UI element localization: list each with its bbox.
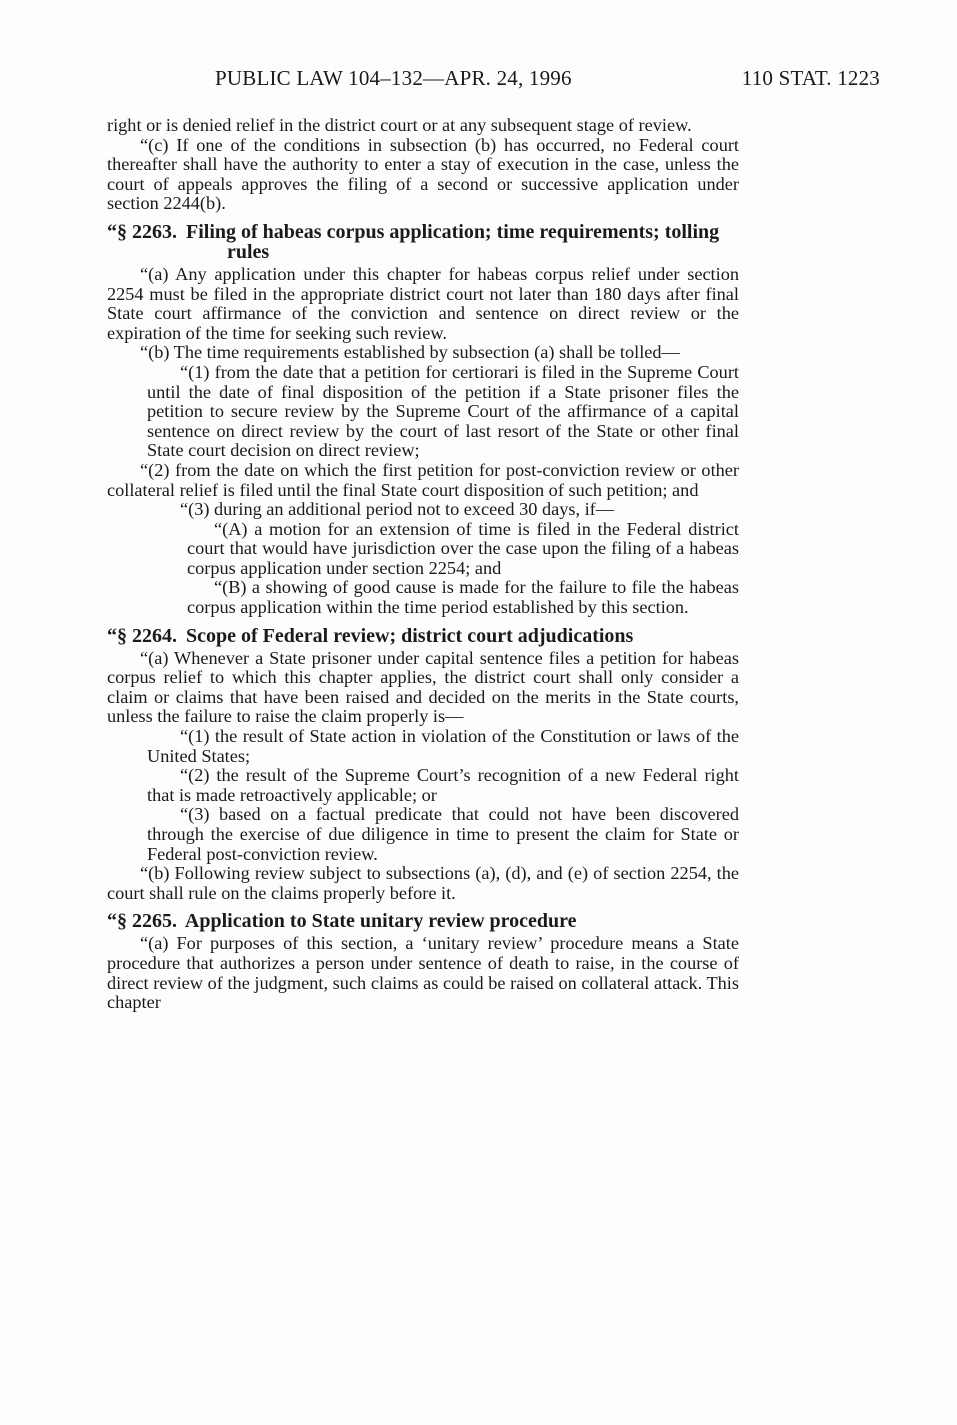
section-2264-number: “§ 2264.	[107, 624, 177, 647]
paragraph-2264-a-2: “(2) the result of the Supreme Court’s recognition of a new Federal right that is made retroactively applicable; or	[147, 765, 739, 805]
section-2264-title: Scope of Federal review; district court adjudications	[186, 624, 634, 647]
paragraph-2263-b-3: “(3) during an additional period not to exceed 30 days, if—	[180, 499, 615, 520]
section-2264-heading	[107, 626, 739, 646]
header-title: PUBLIC LAW 104–132—APR. 24, 1996	[215, 66, 572, 90]
paragraph-2264-a: “(a) Whenever a State prisoner under capital sentence files a petition for habeas corpus relief to which this chapter applies, the district court shall only consider a claim or claims that have been raised and decided on the merits in the State courts, unless the failure to raise the claim properly is—	[107, 647, 739, 727]
paragraph-2263-b-3-A: “(A) a motion for an extension of time is filed in the Federal district court that would have jurisdiction over the case upon the filing of a habeas corpus application under section 2254; and	[187, 518, 739, 578]
section-2263-number: “§ 2263.	[107, 220, 177, 243]
section-2265-title: Application to State unitary review procedure	[184, 910, 577, 933]
header-stat-page: 110 STAT. 1223	[741, 66, 880, 90]
paragraph-c: “(c) If one of the conditions in subsection (b) has occurred, no Federal court thereafter shall have the authority to enter a stay of execution in the case, unless the court of appeals approves the filing of a second or successive application under section 2244(b).	[107, 134, 739, 214]
paragraph-2263-b-2: “(2) from the date on which the first petition for post-conviction review or other collateral relief is filed until the final State court disposition of such petition; and	[107, 459, 739, 500]
running-header	[215, 66, 880, 96]
paragraph-2264-b: “(b) Following review subject to subsections (a), (d), and (e) of section 2254, the court shall rule on the claims properly before it.	[107, 863, 739, 903]
paragraph-2263-a: “(a) Any application under this chapter for habeas corpus relief under section 2254 must be filed in the appropriate district court not later than 180 days after final State court affirmance of the conviction and sentence on direct review or the expiration of the time for seeking such review.	[107, 263, 739, 343]
section-2265-number: “§ 2265.	[107, 910, 177, 933]
section-2263-heading	[107, 222, 739, 262]
paragraph-2265-a: “(a) For purposes of this section, a ‘unitary review’ procedure means a State procedure that authorizes a person under sentence of death to raise, in the course of direct review of the judgment, such claims as could be raised on collateral attack. This chapter	[107, 933, 739, 1013]
section-2265-heading	[107, 911, 739, 931]
paragraph-2263-b-3-B: “(B) a showing of good cause is made for the failure to file the habeas corpus application within the time period established by this section.	[187, 577, 739, 618]
paragraph-2264-a-1: “(1) the result of State action in violation of the Constitution or laws of the United States;	[147, 726, 739, 766]
paragraph-2263-b-1: “(1) from the date that a petition for certiorari is filed in the Supreme Court until the date of final disposition of the petition if a State prisoner files the petition to secure review by the Supreme Court of the affirmance of a capital sentence on direct review by the court of last resort of the State or other final State court decision on direct review;	[147, 361, 739, 461]
paragraph-2264-a-3: “(3) based on a factual predicate that could not have been discovered through the exercise of due diligence in time to present the claim for State or Federal post-conviction review.	[147, 804, 739, 864]
paragraph-2263-b: “(b) The time requirements established by subsection (a) shall be tolled—	[140, 342, 680, 363]
paragraph-continuation: right or is denied relief in the district court or at any subsequent stage of review.	[107, 115, 692, 135]
body-text	[107, 116, 739, 1013]
section-2263-title: Filing of habeas corpus application; time requirements; tolling rules	[186, 220, 720, 263]
